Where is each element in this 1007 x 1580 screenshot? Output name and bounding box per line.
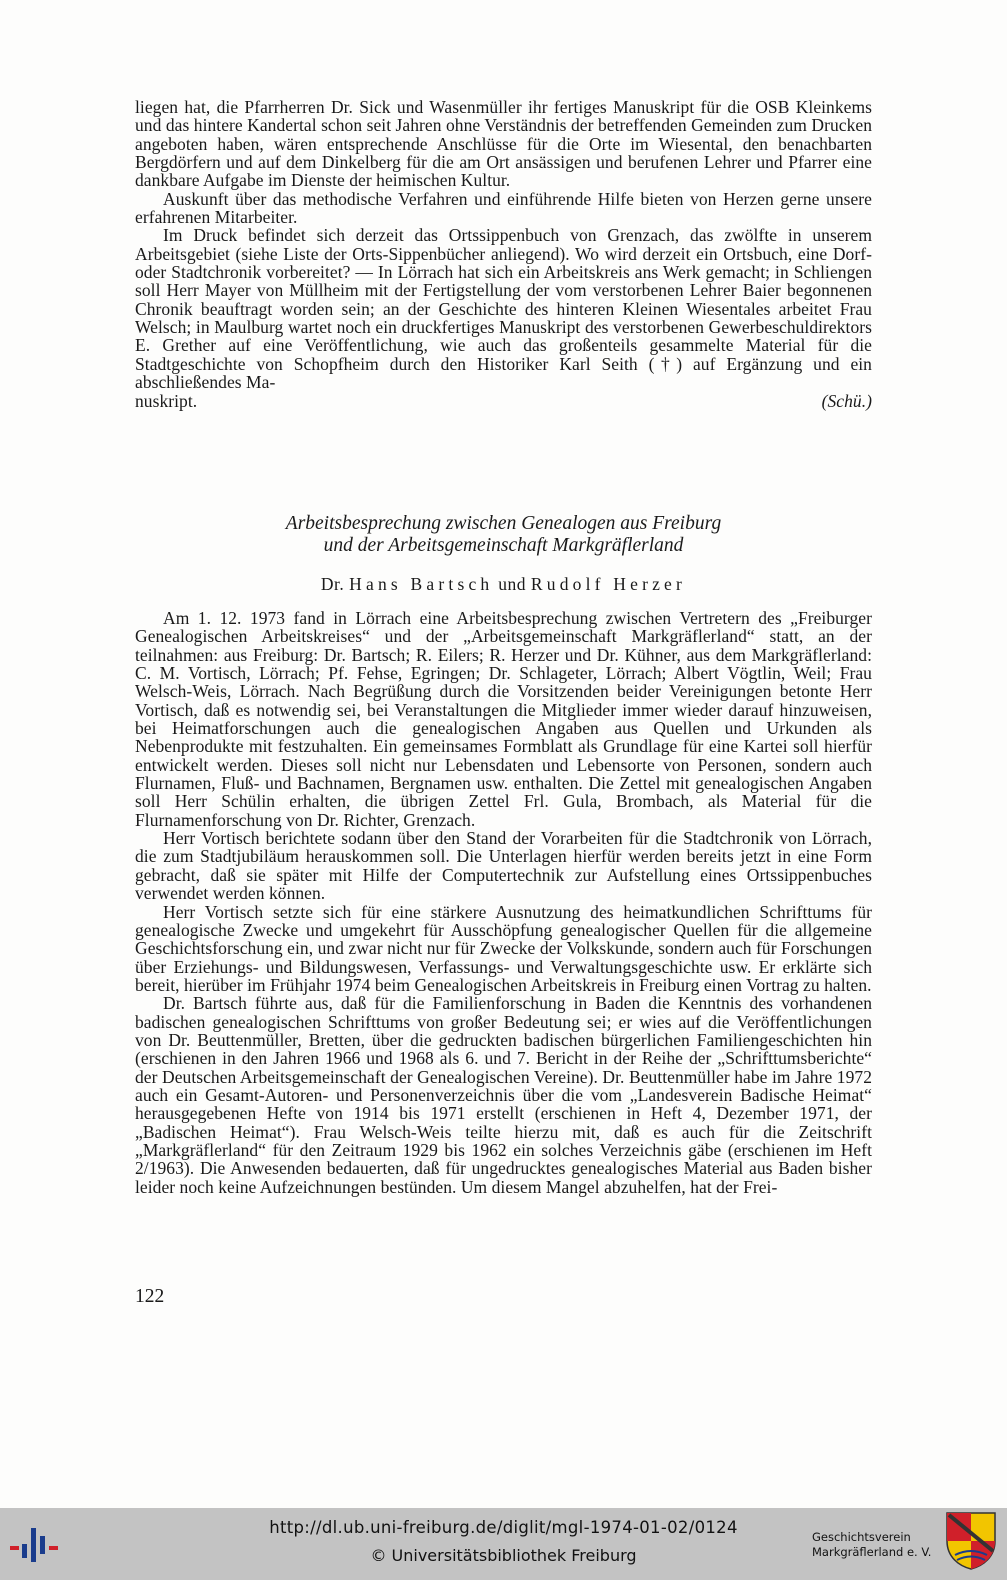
author-name: Hans Bartsch (349, 574, 494, 594)
copyright-text: © Universitätsbibliothek Freiburg (370, 1546, 637, 1565)
coat-of-arms-icon[interactable] (945, 1511, 997, 1571)
viewer-footer (0, 1508, 1007, 1580)
org-line: Markgräflerland e. V. (812, 1545, 932, 1559)
org-line: Geschichtsverein (812, 1530, 911, 1544)
authors-prefix: Dr. (320, 574, 345, 594)
signoff-line (135, 392, 872, 410)
paragraph: Am 1. 12. 1973 fand in Lörrach eine Arbeitsbesprechung zwischen Vertretern des „Freiburger Genealogischen Arbeitskreises“ und der „Arbeitsgemeinschaft Markgräflerland“ statt, an der teilnahmen: aus Freiburg: Dr. Bartsch; R. Eilers; R. Herzer und Dr. Kühner, aus dem Markgräflerland: C. M. Vortisch, Lörrach; Pf. Fehse, Egringen; Dr. Schlageter, Lörrach; Albert Vögtlin, Weil; Frau Welsch-Weis, Lörrach. Nach Begrüßung durch die Vorsitzenden beider Vereinigungen betonte Herr Vortisch, daß es notwendig sei, bei Veranstaltungen die Mitglieder immer wieder darauf hinzuweisen, bei Heimatforschungen auch die genealogischen Angaben aus Quellen und Urkunden als Nebenprodukte mit festzuhalten. Ein gemeinsames Formblatt als Grundlage für eine Kartei soll hierfür entwickelt werden. Dieses soll nicht nur Lebensdaten und Lebensorte von Personen, sondern auch Flurnamen, Fluß- und Bachnamen, Bergnamen usw. enthalten. Die Zettel mit genealogischen Angaben soll Herr Schülin erhalten, die übrigen Zettel Frl. Gula, Brombach, als Material für die Flurnamenforschung von Dr. Richter, Grenzach. (135, 608, 872, 830)
paragraph: liegen hat, die Pfarrherren Dr. Sick und Wasenmüller ihr fertiges Manuskript für die OSB Kleinkems und das hintere Kandertal schon seit Jahren ohne Verständnis der betreffenden Gemeinden zum Drucken angeboten haben, wären entsprechende Anschlüsse für die Orte im Wiesental, den benachbarten Bergdörfern und auf dem Dinkelberg für die am Ort ansässigen und berufenen Lehrer und Pfarrer eine dankbare Aufgabe im Dienste der heimischen Kultur. (135, 97, 872, 191)
page-number: 122 (135, 1286, 165, 1307)
upper-text-block (135, 98, 872, 410)
paragraph: Dr. Bartsch führte aus, daß für die Familienforschung in Baden die Kenntnis des vorhandenen badischen genealogischen Schrifttums von großer Bedeutung sei; er wies auf die Veröffentlichungen von Dr. Beuttenmüller, Bretten, über die gedruckten badischen bürgerlichen Familiengeschichten hin (erschienen in den Jahren 1966 und 1968 als 6. und 7. Bericht in der Reihe der „Schrifttumsberichte“ der Deutschen Arbeitsgemeinschaft der Genealogischen Vereine). Dr. Beuttenmüller habe im Jahre 1972 auch ein Gesamt-Autoren- und Personenverzeichnis über die vom „Landesverein Badische Heimat“ herausgegebenen Hefte von 1914 bis 1971 erstellt (erschienen in Heft 4, Dezember 1971, der „Badischen Heimat“). Frau Welsch-Weis teilte hierzu mit, daß es auch für die Zeitschrift „Markgräflerland“ für den Zeitraum 1929 bis 1962 ein solches Verzeichnis gäbe (erschienen im Heft 2/1963). Die Anwesenden bedauerten, daß für ungedrucktes genealogisches Material aus Baden bisher leider noch keine Aufzeichnungen bestünden. Um diesem Mangel abzuhelfen, hat der Frei- (135, 993, 872, 1197)
paragraph: Herr Vortisch setzte sich für eine stärkere Ausnutzung des heimatkundlichen Schrifttums für genealogische Zwecke und umgekehrt für Ausschöpfung genealogischer Quellen für die allgemeine Geschichtsforschung ein, und zwar nicht nur für Zwecke der Volkskunde, sondern auch für Forschungen über Erziehungs- und Bildungswesen, Verfassungs- und Verwaltungsgeschichte usw. Er erklärte sich bereit, hierüber im Frühjahr 1974 beim Genealogischen Arbeitskreis in Freiburg einen Vortrag zu halten. (135, 901, 872, 995)
paragraph: Herr Vortisch berichtete sodann über den Stand der Vorarbeiten für die Stadtchronik von Lörrach, die zum Stadtjubiläum herauskommen soll. Die Unterlagen hierfür werden bereits jetzt in eine Form gebracht, daß sie später mit Hilfe der Computertechnik zur Aufstellung eines Ortssippenbuches verwendet werden können. (135, 828, 872, 904)
signoff-text: nuskript. (135, 390, 198, 411)
signoff-author: (Schü.) (821, 390, 872, 411)
article-title (135, 513, 872, 557)
document-url-link[interactable]: http://dl.ub.uni-freiburg.de/diglit/mgl-1974-01-02/0124 (269, 1518, 738, 1537)
article-body (135, 609, 872, 1196)
authors-and: und (498, 574, 526, 594)
article-title-line1: Arbeitsbesprechung zwischen Genealogen aus Freiburg (285, 513, 722, 534)
paragraph: Auskunft über das methodische Verfahren und einführende Hilfe bieten von Herzen gerne unsere erfahrenen Mitarbeiter. (135, 188, 872, 228)
organization-name (812, 1530, 931, 1560)
paragraph: Im Druck befindet sich derzeit das Ortssippenbuch von Grenzach, das zwölfte in unserem Arbeitsgebiet (siehe Liste der Orts-Sippenbücher anliegend). Wo wird derzeit ein Ortsbuch, eine Dorf- oder Stadtchronik vorbereitet? — In Lörrach hat sich ein Arbeitskreis ans Werk gemacht; in Schliengen soll Herr Mayer von Müllheim mit der Fertigstellung der vom verstorbenen Lehrer Baier begonnenen Chronik beauftragt worden sein; an der Geschichte des hinteren Kleinen Wiesentales arbeitet Frau Welsch; in Maulburg wartet noch ein druckfertiges Manuskript des verstorbenen Gewerbeschuldirektors E. Grether auf eine Veröffentlichung, wie auch das großenteils gesammelte Material für die Stadtgeschichte von Schopfheim durch den Historiker Karl Seith (†) auf Ergänzung und ein abschließendes Ma- (135, 225, 872, 393)
article-title-line2: und der Arbeitsgemeinschaft Markgräflerland (323, 535, 684, 556)
author-name: Rudolf Herzer (530, 574, 687, 594)
article-authors (135, 574, 872, 595)
